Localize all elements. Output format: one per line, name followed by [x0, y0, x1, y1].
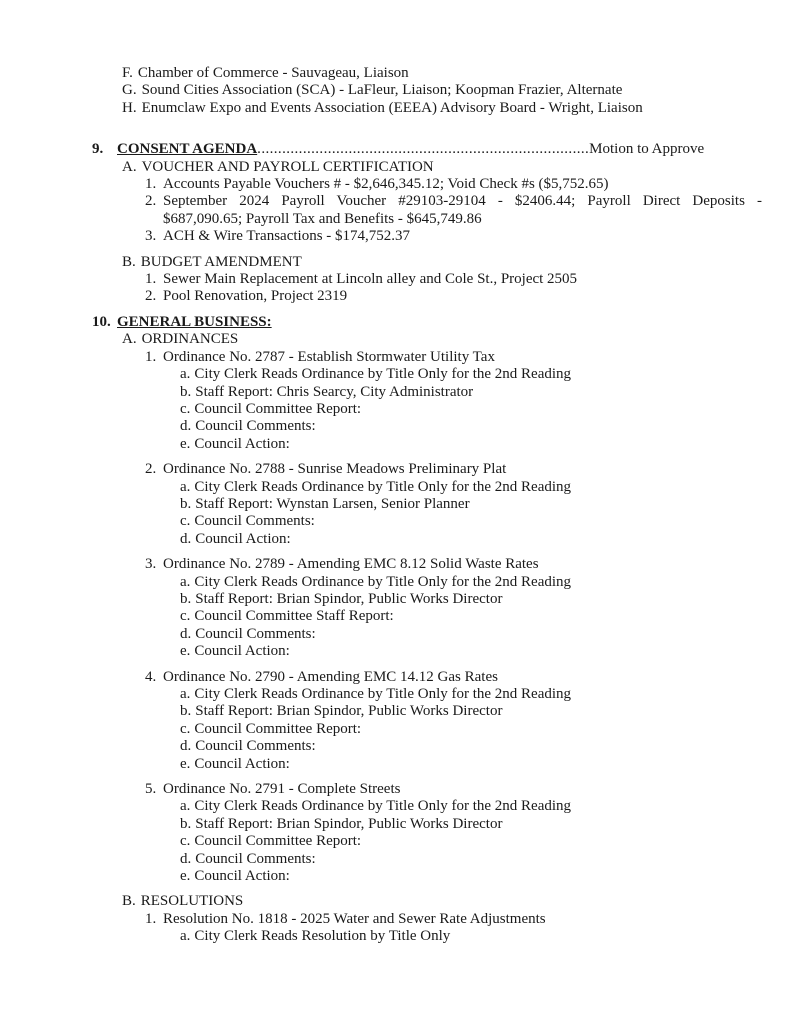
line-text: Council Committee Report:	[194, 720, 362, 737]
section-title: CONSENT AGENDA	[117, 141, 258, 158]
agenda-line	[0, 436, 762, 453]
agenda-line	[0, 496, 762, 513]
list-marker: a.	[180, 573, 191, 590]
list-marker: B.	[122, 253, 136, 270]
list-marker: 3.	[145, 228, 157, 245]
agenda-document	[0, 65, 762, 946]
list-marker: d.	[180, 418, 192, 435]
list-marker: b.	[180, 383, 192, 400]
list-marker: b.	[180, 495, 192, 512]
line-text: Ordinance No. 2790 - Amending EMC 14.12 Gas Rates	[163, 668, 498, 685]
list-marker: d.	[180, 625, 192, 642]
list-marker: 3.	[145, 556, 157, 573]
list-marker: e.	[180, 755, 191, 772]
agenda-line	[0, 626, 762, 643]
list-marker: b.	[180, 703, 192, 720]
list-marker: a.	[180, 798, 191, 815]
agenda-line	[0, 401, 762, 418]
line-text: Sewer Main Replacement at Lincoln alley and Cole St., Project 2505	[163, 271, 578, 288]
list-marker: c.	[180, 400, 191, 417]
agenda-line	[0, 479, 762, 496]
list-marker: c.	[180, 833, 191, 850]
line-text: ACH & Wire Transactions - $174,752.37	[163, 228, 411, 245]
line-text: Ordinance No. 2789 - Amending EMC 8.12 Solid Waste Rates	[163, 556, 539, 573]
line-text: Chamber of Commerce - Sauvageau, Liaison	[137, 65, 409, 81]
agenda-line	[0, 721, 762, 738]
list-marker: e.	[180, 868, 191, 885]
line-text: Resolution No. 1818 - 2025 Water and Sewer Rate Adjustments	[163, 910, 546, 927]
section-heading	[0, 141, 762, 158]
line-text: Staff Report: Brian Spindor, Public Works Director	[195, 590, 503, 607]
agenda-line	[0, 461, 762, 478]
line-text: Council Comments:	[194, 513, 315, 530]
line-text: Council Action:	[195, 530, 291, 547]
list-marker: a.	[180, 928, 191, 945]
line-text: BUDGET AMENDMENT	[140, 253, 302, 270]
section-title: GENERAL BUSINESS:	[117, 313, 272, 330]
agenda-line	[0, 608, 762, 625]
agenda-line-continuation	[0, 211, 762, 228]
agenda-line	[0, 254, 762, 271]
agenda-line	[0, 159, 762, 176]
list-marker: G.	[122, 82, 137, 99]
list-marker: a.	[180, 686, 191, 702]
line-text: Council Action:	[194, 643, 290, 660]
agenda-line	[0, 574, 762, 591]
agenda-line	[0, 591, 762, 608]
line-text: Pool Renovation, Project 2319	[163, 288, 348, 305]
line-text: Council Comments:	[195, 418, 316, 435]
agenda-line	[0, 288, 762, 305]
line-text: September 2024 Payroll Voucher #29103-29104 - $2406.44; Payroll Direct Deposits -	[163, 193, 762, 210]
agenda-line	[0, 82, 762, 99]
agenda-line	[0, 366, 762, 383]
list-marker: c.	[180, 608, 191, 625]
leader-dots: ................................................................................	[257, 141, 590, 158]
agenda-line	[0, 331, 762, 348]
line-text: Council Action:	[194, 435, 290, 452]
line-text: City Clerk Reads Ordinance by Title Only for the 2nd Reading	[194, 573, 572, 590]
line-text: Council Comments:	[195, 738, 316, 755]
line-text: City Clerk Reads Ordinance by Title Only for the 2nd Reading	[194, 478, 572, 495]
line-text: Council Committee Report:	[194, 400, 362, 417]
agenda-line	[0, 193, 762, 210]
list-marker: 1.	[145, 348, 157, 365]
line-text: Staff Report: Chris Searcy, City Administrator	[195, 383, 474, 400]
line-text: Staff Report: Brian Spindor, Public Works Director	[195, 815, 503, 832]
agenda-line	[0, 669, 762, 686]
agenda-line	[0, 384, 762, 401]
agenda-line	[0, 228, 762, 245]
list-marker: b.	[180, 815, 192, 832]
agenda-line	[0, 851, 762, 868]
agenda-line	[0, 349, 762, 366]
agenda-line	[0, 556, 762, 573]
list-marker: a.	[180, 366, 191, 383]
list-marker: 1.	[145, 910, 157, 927]
line-text: Ordinance No. 2791 - Complete Streets	[163, 781, 401, 798]
agenda-line	[0, 65, 762, 82]
agenda-line	[0, 893, 762, 910]
list-marker: d.	[180, 850, 192, 867]
agenda-line	[0, 686, 762, 703]
agenda-line	[0, 833, 762, 850]
agenda-line	[0, 798, 762, 815]
list-marker: 2.	[145, 193, 157, 210]
section-number: 10.	[92, 313, 111, 330]
list-marker: 1.	[145, 176, 157, 193]
agenda-line	[0, 531, 762, 548]
line-text: City Clerk Reads Ordinance by Title Only for the 2nd Reading	[194, 686, 572, 702]
section-number: 9.	[92, 141, 104, 158]
list-marker: H.	[122, 99, 137, 116]
list-marker: d.	[180, 738, 192, 755]
line-text: Council Action:	[194, 868, 290, 885]
list-marker: b.	[180, 590, 192, 607]
agenda-line	[0, 738, 762, 755]
agenda-line	[0, 176, 762, 193]
line-text: $687,090.65; Payroll Tax and Benefits - $645,749.86	[163, 210, 482, 227]
agenda-line	[0, 868, 762, 885]
line-text: Council Committee Report:	[194, 833, 362, 850]
line-text: Accounts Payable Vouchers # - $2,646,345.12; Void Check #s ($5,752.65)	[163, 176, 609, 193]
agenda-line	[0, 271, 762, 288]
line-text: Sound Cities Association (SCA) - LaFleur, Liaison; Koopman Frazier, Alternate	[141, 82, 623, 99]
line-text: City Clerk Reads Ordinance by Title Only for the 2nd Reading	[194, 798, 572, 815]
list-marker: a.	[180, 478, 191, 495]
list-marker: A.	[122, 158, 137, 175]
list-marker: B.	[122, 893, 136, 910]
list-marker: c.	[180, 513, 191, 530]
line-text: City Clerk Reads Resolution by Title Only	[194, 928, 451, 945]
agenda-line	[0, 513, 762, 530]
line-text: ORDINANCES	[141, 331, 239, 348]
list-marker: 2.	[145, 288, 157, 305]
line-text: RESOLUTIONS	[140, 893, 244, 910]
line-text: Staff Report: Wynstan Larsen, Senior Planner	[195, 495, 470, 512]
list-marker: A.	[122, 331, 137, 348]
list-marker: F.	[122, 65, 133, 81]
agenda-line	[0, 816, 762, 833]
list-marker: 2.	[145, 461, 157, 478]
agenda-line	[0, 703, 762, 720]
section-heading	[0, 314, 762, 331]
list-marker: c.	[180, 720, 191, 737]
line-text: Ordinance No. 2787 - Establish Stormwater Utility Tax	[163, 348, 495, 365]
agenda-line	[0, 756, 762, 773]
line-text: Staff Report: Brian Spindor, Public Works Director	[195, 703, 503, 720]
heading-right-text: Motion to Approve	[589, 141, 705, 158]
list-marker: 1.	[145, 271, 157, 288]
list-marker: 4.	[145, 668, 157, 685]
list-marker: d.	[180, 530, 192, 547]
list-marker: e.	[180, 435, 191, 452]
agenda-line	[0, 418, 762, 435]
line-text: City Clerk Reads Ordinance by Title Only for the 2nd Reading	[194, 366, 572, 383]
line-text: VOUCHER AND PAYROLL CERTIFICATION	[141, 158, 434, 175]
agenda-line	[0, 928, 762, 945]
line-text: Ordinance No. 2788 - Sunrise Meadows Preliminary Plat	[163, 461, 507, 478]
list-marker: 5.	[145, 781, 157, 798]
list-marker: e.	[180, 643, 191, 660]
agenda-line	[0, 781, 762, 798]
line-text: Council Action:	[194, 755, 290, 772]
agenda-line	[0, 100, 762, 117]
line-text: Council Comments:	[195, 625, 316, 642]
line-text: Enumclaw Expo and Events Association (EEEA) Advisory Board - Wright, Liaison	[141, 99, 643, 116]
agenda-line	[0, 643, 762, 660]
line-text: Council Comments:	[195, 850, 316, 867]
agenda-line	[0, 911, 762, 928]
line-text: Council Committee Staff Report:	[194, 608, 394, 625]
